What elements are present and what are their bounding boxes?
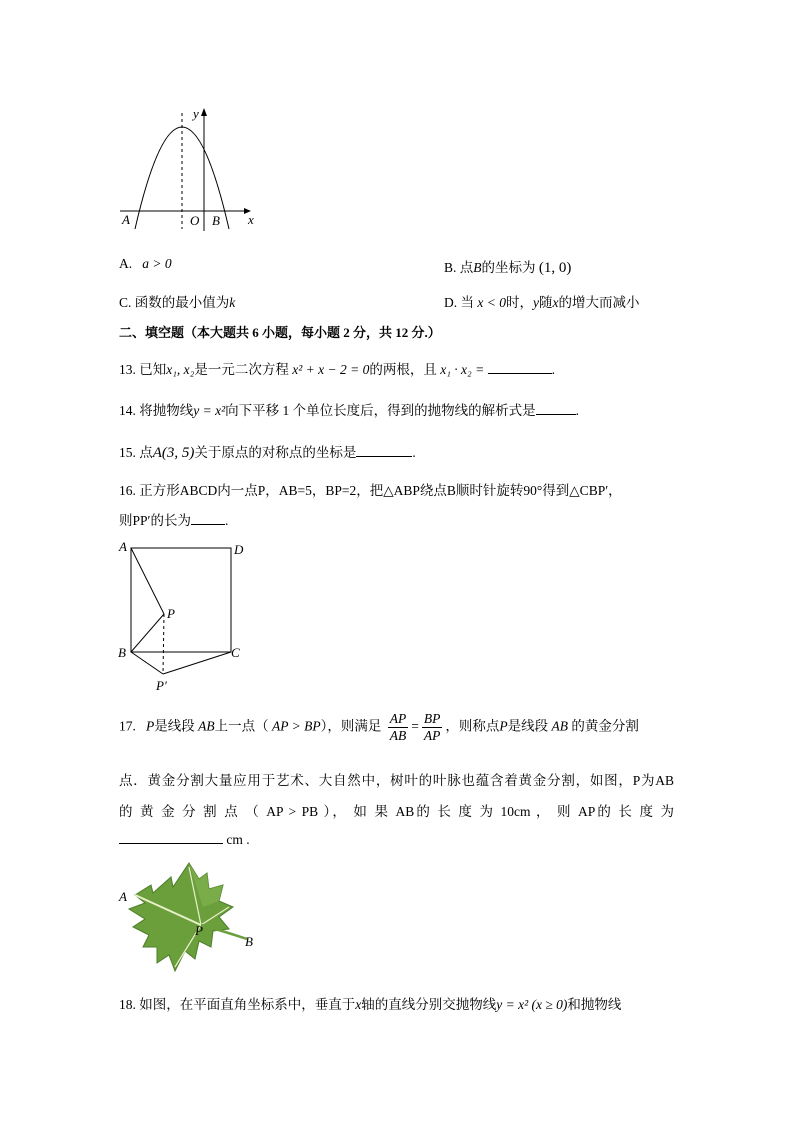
answer-blank-17[interactable] (119, 831, 223, 844)
option-d[interactable]: D. 当 x < 0时，y随x的增大而减小 (444, 295, 640, 310)
leaf-label-a: A (119, 889, 127, 904)
leaf-label-p: P (195, 923, 203, 938)
label-d: D (234, 542, 244, 557)
leaf-figure (115, 855, 265, 980)
parabola-figure (115, 105, 265, 235)
segment-pp-prime-dashed (163, 614, 164, 674)
question-15: 15. 点A(3, 5)关于原点的对称点的坐标是 . (119, 445, 416, 461)
leaf-label-b: B (245, 934, 253, 949)
segment-bp-prime (131, 652, 163, 674)
question-17-line-4: cm . (119, 831, 250, 848)
answer-blank-13[interactable] (488, 361, 552, 374)
answer-blank-14[interactable] (536, 402, 576, 415)
answer-blank-16[interactable] (191, 512, 225, 525)
y-axis-label: y (193, 106, 199, 121)
point-a-label: A (122, 212, 130, 227)
label-c: C (231, 645, 240, 660)
option-c[interactable]: C. 函数的最小值为k (119, 295, 236, 310)
section-title: 二、填空题（本大题共 6 小题，每小题 2 分，共 12 分.） (119, 325, 441, 340)
question-16-line-2: 则PP′的长为 . (119, 513, 229, 528)
answer-blank-15[interactable] (356, 444, 412, 457)
x-axis-label: x (248, 212, 254, 227)
option-a[interactable]: A. a > 0 (119, 256, 172, 271)
segment-bp (131, 614, 164, 652)
origin-label: O (190, 213, 200, 228)
question-17-line-2: 点．黄金分割大量应用于艺术、大自然中，树叶的叶脉也蕴含着黄金分割，如图，P为AB (119, 773, 674, 788)
question-16-line-1: 16. 正方形ABCD内一点P，AB=5，BP=2，把△ABP绕点B顺时针旋转90°得到△CBP′， (119, 483, 622, 498)
fraction-ap-ab: $\frac{AP}{AB}$ (389, 711, 407, 743)
label-p-prime: P′ (156, 678, 167, 693)
fraction-bp-ap: $\frac{BP}{AP}$ (423, 711, 441, 743)
segment-cp-prime (163, 652, 231, 674)
square-figure (115, 538, 255, 698)
option-b[interactable]: B. 点B的坐标为 (1, 0) (444, 260, 572, 276)
y-axis-arrow (201, 108, 207, 116)
question-14: 14. 将抛物线y = x²向下平移 1 个单位长度后，得到的抛物线的解析式是 . (119, 403, 580, 418)
label-b: B (118, 645, 126, 660)
square-abcd (131, 548, 231, 652)
label-p: P (167, 606, 175, 621)
label-a: A (119, 539, 127, 554)
point-b-label: B (212, 213, 220, 228)
question-13: 13. 已知x₁, x₂是一元二次方程 x² + x − 2 = 0的两根，且 x₁ · x₂ = . (119, 362, 555, 377)
question-17-line-3: 的 黄 金 分 割 点 （ AP > PB ）， 如 果 AB的 长 度 为 10cm ， 则 AP的 长 度 为 (119, 804, 674, 819)
question-18: 18. 如图，在平面直角坐标系中，垂直于x轴的直线分别交抛物线y = x² (x ≥ 0)和抛物线 (119, 997, 622, 1012)
segment-ap (131, 548, 164, 614)
question-17-line-1: 17. P是线段 AB上一点（ AP > BP），则满足 $\frac{AP}{AB}$ = $\frac{BP}{AP}$ ，则称点P是线段 AB 的黄金分割 (119, 711, 639, 743)
